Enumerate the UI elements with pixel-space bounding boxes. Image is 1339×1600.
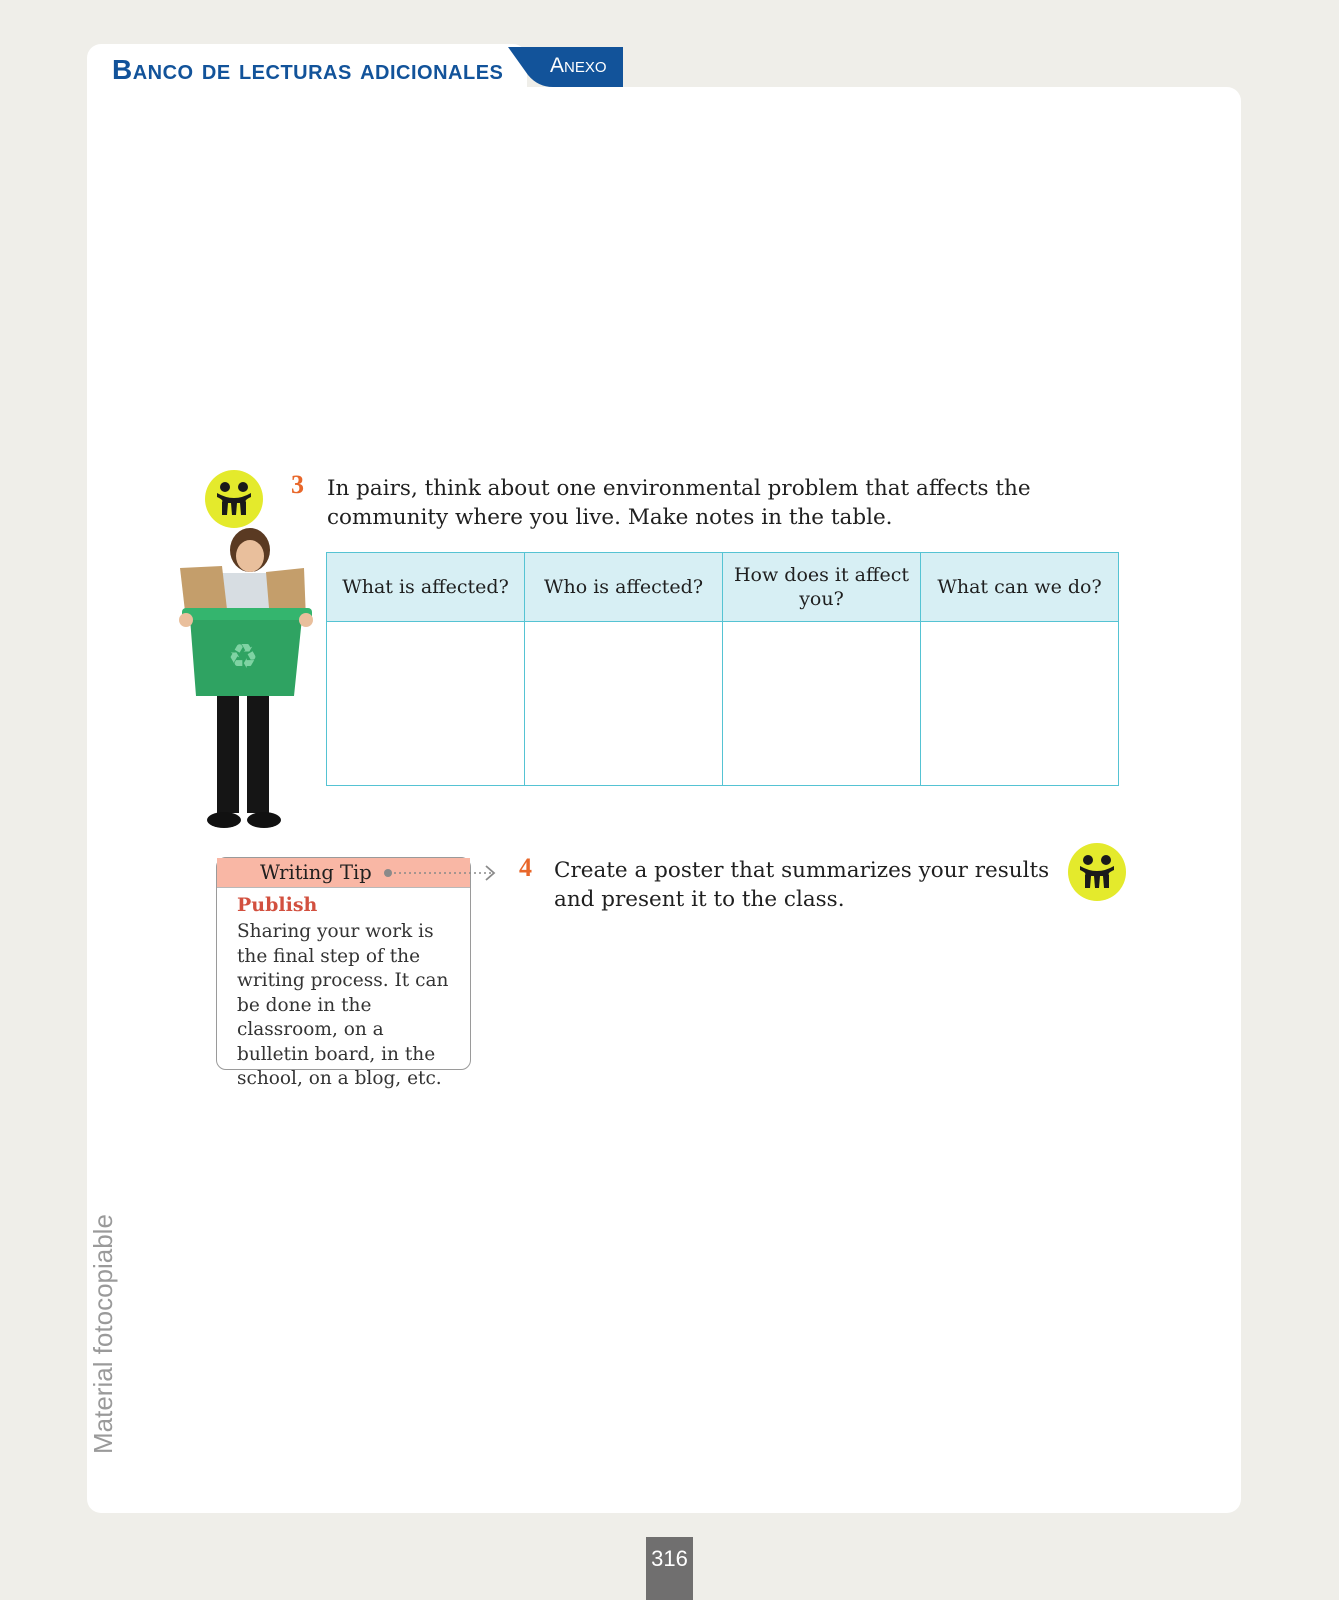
exercise-4-number: 4: [519, 853, 532, 882]
pair-work-icon: [1067, 842, 1127, 902]
table-cell: [921, 622, 1119, 786]
section-title: Banco de lecturas adicionales: [112, 54, 504, 85]
page-number: 316: [646, 1537, 693, 1600]
writing-tip-body: Sharing your work is the final step of the writing process. It can be done in the classroom, on a bulletin board, in the school, on a blog, etc.: [237, 921, 449, 1089]
notes-table: [326, 552, 1119, 786]
table-cell: [327, 622, 525, 786]
svg-text:♻: ♻: [227, 637, 259, 677]
side-label: Material fotocopiable: [88, 1214, 118, 1454]
pair-work-icon: [204, 469, 264, 529]
table-cell: [525, 622, 723, 786]
dotted-arrow-icon: [384, 863, 499, 887]
column-header: Who is affected?: [525, 553, 723, 622]
exercise-3-instruction: In pairs, think about one environmental problem that affects the community where you live. Make notes in the table.: [327, 476, 1031, 530]
writing-tip-subtitle: Publish: [237, 894, 318, 916]
exercise-3-number: 3: [291, 470, 304, 499]
writing-tip-box: [216, 857, 471, 1089]
table-header-row: [327, 553, 1119, 622]
table-row: [327, 622, 1119, 786]
anexo-tab: [508, 47, 623, 87]
column-header: What is affected?: [327, 553, 525, 622]
column-header: What can we do?: [921, 553, 1119, 622]
anexo-label: Anexo: [550, 54, 607, 77]
student-with-recycling-bin-illustration: [172, 528, 322, 842]
writing-tip-title: Writing Tip: [217, 858, 470, 888]
table-cell: [723, 622, 921, 786]
exercise-4-instruction: Create a poster that summarizes your results and present it to the class.: [554, 858, 1050, 912]
column-header: How does it affect you?: [723, 553, 921, 622]
